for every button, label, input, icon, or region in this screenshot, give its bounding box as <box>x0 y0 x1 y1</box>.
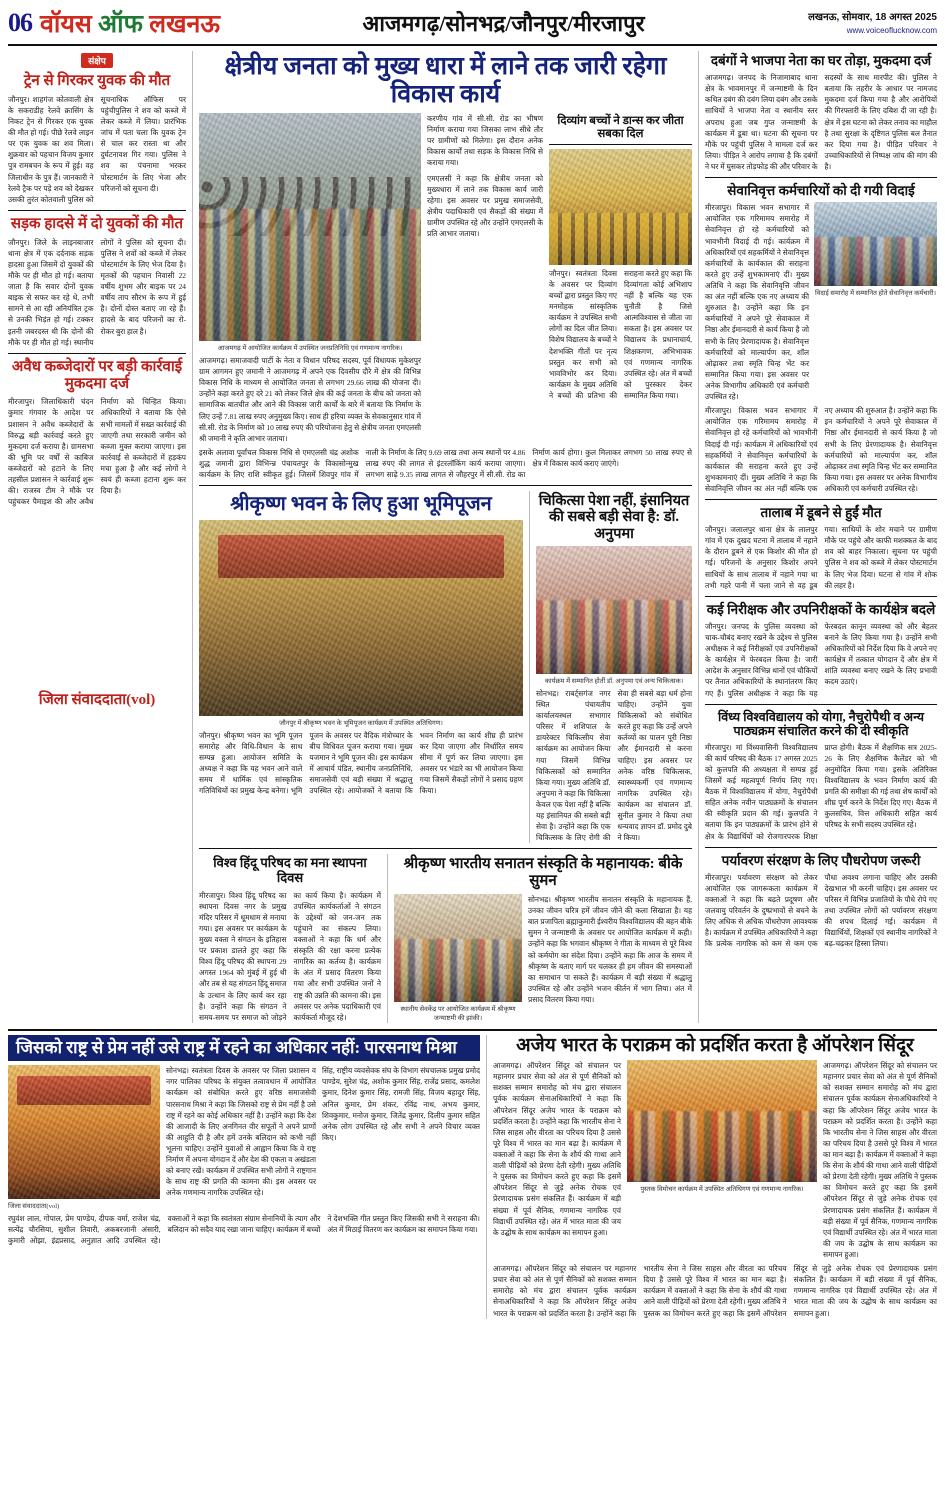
suman-headline[interactable]: श्रीकृष्ण भारतीय सनातन संस्कृति के महानायक: बीके सुमन <box>403 856 683 890</box>
side-headline-4[interactable]: कई निरीक्षक और उपनिरीक्षकों के कार्यक्षेत्र बदले <box>706 601 936 617</box>
side-headline-6[interactable]: पर्यावरण संरक्षण के लिए पौधरोपण जरूरी <box>721 852 921 868</box>
side-photo-2 <box>814 202 937 286</box>
brief-headline-3[interactable]: अवैध कब्जेदारों पर बड़ी कार्रवाई मुकदमा दर्ज <box>11 358 183 392</box>
sindoor-text-c: आजमगढ़। ऑपरेशन सिंदूर को संचालन पर महानगर प्रचार सेवा को अंत से पूर्ण सैनिकों को सशक्त सम्मान समारोह को मंच द्वारा संचालन पूर्वक कार्यक्रम सेनाअधिकारियों ने कहा कि ऑपरेशन सिंदूर अजेय भारत के पराक्रम को प्रदर्शित करता है। उन्होंने कहा कि भारतीय सेना ने जिस साहस और वीरता का परिचय दिया है उससे पूरे विश्व में भारत का मान बढ़ा है। कार्यक्रम में वक्ताओं ने कहा कि सेना के शौर्य की गाथा आने वाली पीढ़ियों को प्रेरणा देती रहेगी। मुख्य अतिथि ने पुस्तक का विमोचन करते हुए कहा कि इसमें ऑपरेशन सिंदूर से जुड़े अनेक रोचक एवं प्रेरणादायक प्रसंग संकलित हैं। कार्यक्रम में बड़ी संख्या में पूर्व सैनिक, गणमान्य नागरिक एवं विद्यार्थी उपस्थित रहे। अंत में भारत माता की जय के उद्घोष के साथ कार्यक्रम का समापन हुआ। <box>493 1264 937 1318</box>
brief-headline-1[interactable]: ट्रेन से गिरकर युवक की मौत <box>23 73 171 89</box>
page-number: 06 <box>8 8 32 37</box>
brief-text-2: जौनपुर। जिले के लाइनबाजार थाना क्षेत्र में एक दर्दनाक सड़क हादसा हुआ जिसमें दो युवकों की मौके पर ही मौत हो गई। बताया जाता है कि सवार दोनों युवक बाइक से सफर कर रहे थे, तभी सामने से आ रही अनियंत्रित ट्रक से उनकी भिड़ंत हो गई। टक्कर इतनी जबरदस्त थी कि दोनों की मौके पर ही मौत हो गई। स्थानीय लोगों ने पुलिस को सूचना दी। पुलिस ने शवों को कब्जे में लेकर पोस्टमार्टम के लिए भेज दिया है। मृतकों की पहचान निवासी 22 वर्षीय शुभम और बाइक पर 24 वर्षीय ताप सौरभ के रूप में हुई है। दोनों दोस्त बताए जा रहे हैं। हादसे के बाद परिजनों का रो-रोकर बुरा हाल है। <box>8 237 186 347</box>
side-text-2a: मीरजापुर। विकास भवन सभागार में आयोजित एक गरिमामय समारोह में सेवानिवृत्त हो रहे कर्मचारियों को भावभीनी विदाई दी गई। कार्यक्रम में अधिकारियों एवं सहकर्मियों ने सेवानिवृत्त कर्मचारियों के कार्यकाल की सराहना करते हुए उन्हें शुभकामनाएं दीं। मुख्य अतिथि ने कहा कि सेवानिवृत्ति जीवन का अंत नहीं बल्कि एक नए अध्याय की शुरुआत है। उन्होंने कहा कि इन कर्मचारियों ने अपने पूरे सेवाकाल में निष्ठा और ईमानदारी से कार्य किया है जो सभी के लिए प्रेरणादायक है। सेवानिवृत्त कर्मचारियों को माल्यार्पण कर, शॉल ओढ़ाकर तथा स्मृति चिन्ह भेंट कर सम्मानित किया गया। इस अवसर पर अनेक विभागीय अधिकारी एवं कर्मचारी उपस्थित रहे। <box>705 203 809 402</box>
side-headline-3[interactable]: तालाब में डूबने से हुईं मौत <box>760 505 882 521</box>
bhoomipujan-caption: जौनपुर में श्रीकृष्ण भवन के भूमिपूजन कार्यक्रम में उपस्थित अतिथिगण। <box>279 719 443 727</box>
bottom-left-caption: जिला संवाददाता(vol) <box>8 1203 60 1211</box>
lead-photo-caption: आजमगढ़ में आयोजित कार्यक्रम में उपस्थित जनप्रतिनिधि एवं गणमान्य नागरिक। <box>217 345 403 352</box>
bottom-left-text-b: सिंह, राष्ट्रीय व्यवसेवक संघ के विभाग संघचालक प्रमुख प्रमोद पाण्डेय, सुरेश चंद्र, अशोक कुमार सिंह, राजेंद्र प्रसाद, कमलेश कुमार, दिनेश कुमार सिंह, रामजी सिंह, विजय बहादुर सिंह, अनिल कुमार, प्रेम शंकर, रविंद्र नाथ, अभय कुमार, शिवकुमार, मनोज कुमार, जितेंद्र कुमार, दिलीप कुमार सहित अनेक लोग उपस्थित रहे और सभी ने अपने विचार व्यक्त किए। <box>322 1066 480 1142</box>
lead-text-2: करणीय गांव में सी.सी. रोड का भीषण निर्माण कराया गया जिसका लाभ सीधे तौर पर ग्रामीणों को मिलेगा। इस दौरान अनेक विकास कार्यों तथा सड़क के विकास निधि से कराया गया। <box>427 114 543 168</box>
sindoor-text-b: आजमगढ़। ऑपरेशन सिंदूर को संचालन पर महानगर प्रचार सेवा को अंत से पूर्ण सैनिकों को सशक्त सम्मान समारोह को मंच द्वारा संचालन पूर्वक कार्यक्रम सेनाअधिकारियों ने कहा कि ऑपरेशन सिंदूर अजेय भारत के पराक्रम को प्रदर्शित करता है। उन्होंने कहा कि भारतीय सेना ने जिस साहस और वीरता का परिचय दिया है उससे पूरे विश्व में भारत का मान बढ़ा है। कार्यक्रम में वक्ताओं ने कहा कि सेना के शौर्य की गाथा आने वाली पीढ़ियों को प्रेरणा देती रहेगी। मुख्य अतिथि ने पुस्तक का विमोचन करते हुए कहा कि इसमें ऑपरेशन सिंदूर से जुड़े अनेक रोचक एवं प्रेरणादायक प्रसंग संकलित हैं। कार्यक्रम में बड़ी संख्या में पूर्व सैनिक, गणमान्य नागरिक एवं विद्यार्थी उपस्थित रहे। अंत में भारत माता की जय के उद्घोष के साथ कार्यक्रम का समापन हुआ। <box>823 1061 937 1259</box>
bottom-left-story <box>8 1035 480 1319</box>
side-caption-2: विदाई समारोह में सम्मानित होते सेवानिवृत्त कर्मचारी। <box>814 290 937 298</box>
doctor-headline[interactable]: चिकित्सा पेशा नहीं, इंसानियत की सबसे बड़ी सेवा है: डॉ. अनुपमा <box>538 493 690 542</box>
bottom-left-photo <box>8 1065 160 1199</box>
lead-text-4: एमएलसी ने कहा कि क्षेत्रीय जनता को मुख्यधारा में लाने तक विकास कार्य जारी रहेगा। इस अवसर पर प्रमुख समाजसेवी, क्षेत्रीय पदाधिकारी एवं सैकड़ों की संख्या में ग्रामीण उपस्थित रहे और उन्होंने एमएलसी के प्रति आभार जताया। <box>427 173 543 239</box>
suman-photo <box>394 894 522 1002</box>
side-text-6: मीरजापुर। पर्यावरण संरक्षण को लेकर आयोजित एक जागरूकता कार्यक्रम में वक्ताओं ने कहा कि बढ़ते प्रदूषण और जलवायु परिवर्तन के दुष्प्रभावों से बचने के लिए अधिक से अधिक पौधरोपण आवश्यक है। कार्यक्रम में उपस्थित अधिकारियों ने कहा कि प्रत्येक नागरिक को कम से कम एक पौधा अवश्य लगाना चाहिए और उसकी देखभाल भी करनी चाहिए। इस अवसर पर परिसर में विभिन्न प्रजातियों के पौधे रोपे गए तथा उपस्थित लोगों को पर्यावरण संरक्षण की शपथ दिलाई गई। कार्यक्रम में विद्यार्थियों, शिक्षकों एवं स्थानीय नागरिकों ने बढ़-चढ़कर हिस्सा लिया। <box>705 872 937 949</box>
dance-text: जौनपुर। स्वतंत्रता दिवस के अवसर पर दिव्यांग बच्चों द्वारा प्रस्तुत किए गए मनमोहक सांस्कृतिक कार्यक्रम ने उपस्थित सभी लोगों का दिल जीत लिया। विशेष विद्यालय के बच्चों ने देशभक्ति गीतों पर नृत्य प्रस्तुत कर सभी को भावविभोर कर दिया। कार्यक्रम के मुख्य अतिथि ने बच्चों की प्रतिभा की सराहना करते हुए कहा कि दिव्यांगता कोई अभिशाप नहीं है बल्कि यह एक चुनौती है जिसे आत्मविश्वास से जीता जा सकता है। इस अवसर पर विद्यालय के प्रधानाचार्य, शिक्षकगण, अभिभावक एवं गणमान्य नागरिक उपस्थित रहे। अंत में बच्चों को पुरस्कार देकर सम्मानित किया गया। <box>549 268 692 400</box>
bhoomipujan-photo <box>199 520 523 716</box>
brief-kicker: संक्षेप <box>81 53 113 68</box>
paper-name: वॉयस ऑफ लखनऊ <box>40 11 221 38</box>
sindoor-photo <box>627 1060 817 1182</box>
bottom-left-headline[interactable]: जिसको राष्ट्र से प्रेम नहीं उसे राष्ट्र में रहने का अधिकार नहीं: पारसनाथ मिश्रा <box>8 1035 480 1061</box>
column-brief-lower <box>8 690 186 713</box>
side-text-3: जौनपुर। जलालपुर थाना क्षेत्र के लालपुर गांव में एक दुखद घटना में तालाब में नहाने के दौरान डूबने से एक किशोर की मौत हो गई। परिजनों के अनुसार किशोर अपने साथियों के साथ तालाब में नहाने गया था तभी गहरे पानी में चला जाने से वह डूब गया। साथियों के शोर मचाने पर ग्रामीण मौके पर पहुंचे और काफी मशक्कत के बाद शव को बाहर निकाला। सूचना पर पहुंची पुलिस ने शव को कब्जे में लेकर पोस्टमार्टम के लिए भेज दिया। घटना से गांव में शोक की लहर है। <box>705 525 937 590</box>
bottom-right-story <box>493 1035 937 1319</box>
website-url[interactable]: www.voiceoflucknow.com <box>846 25 937 35</box>
bhoomipujan-text: जौनपुर। श्रीकृष्ण भवन का भूमि पूजन समारोह और विधि-विधान के साथ सम्पन्न हुआ। आयोजन समिति के अध्यक्ष ने कहा कि यह भवन आने वाले समय में धार्मिक एवं सांस्कृतिक गतिविधियों का प्रमुख केन्द्र बनेगा। भूमि पूजन के अवसर पर वैदिक मंत्रोच्चार के बीच विधिवत पूजन कराया गया। मुख्य यजमान ने भूमि पूजन की। इस कार्यक्रम में आचार्य पंडित, स्थानीय जनप्रतिनिधि, समाजसेवी एवं बड़ी संख्या में श्रद्धालु उपस्थित रहे। आयोजकों ने बताया कि भवन निर्माण का कार्य शीघ्र ही प्रारंभ कर दिया जाएगा और निर्धारित समय सीमा में पूर्ण कर लिया जाएगा। इस अवसर पर भंडारे का भी आयोजन किया गया जिसमें सैकड़ों लोगों ने प्रसाद ग्रहण किया। <box>199 730 523 796</box>
side-text-1: आजमगढ़। जनपद के निजामाबाद थाना क्षेत्र के भावमानपुर में जन्माष्टमी के दिन कथित दबंग की दबंग लिया दबंग और उसके साथियों ने भाजपा नेता व स्थानीय स्तर अपराध हुआ जब गुप्त जन्माष्टमी के कार्यक्रम में डूबा था। घटना की सूचना पर मौके पर पहुंची पुलिस ने मामला दर्ज कर लिया। पीड़ित ने आरोप लगाया है कि दबंगों ने घर में घुसकर तोड़फोड़ की और परिवार के सदस्यों के साथ मारपीट की। पुलिस ने बताया कि तहरीर के आधार पर नामजद मुकदमा दर्ज किया गया है और आरोपियों की गिरफ्तारी के लिए दबिश दी जा रही है। क्षेत्र में इस घटना को लेकर तनाव का माहौल है तथा सुरक्षा के दृष्टिगत पुलिस बल तैनात कर दिया गया है। पीड़ित परिवार ने उच्चाधिकारियों से निष्पक्ष जांच की मांग की है। <box>705 73 937 171</box>
brief-text-3: मीरजापुर। जिलाधिकारी चंदन कुमार गंगवार के आदेश पर प्रशासन ने अवैध कब्जेदारों के विरुद्ध बड़ी कार्रवाई करते हुए मुकदमा दर्ज कराया है। ग्रामसभा की भूमि पर वर्षों से काबिज कब्जेदारों को हटाने के लिए तहसील प्रशासन ने कार्रवाई शुरू की। राजस्व टीम ने मौके पर पहुंचकर पैमाइश की और अवैध निर्माण को चिन्हित किया। अधिकारियों ने बताया कि ऐसे सभी मामलों में सख्त कार्रवाई की जाएगी तथा सरकारी जमीन को कब्जा मुक्त कराया जाएगा। इस कार्रवाई से कब्जेदारों में हड़कंप मचा हुआ है और कई लोगों ने स्वयं ही कब्जा हटाना शुरू कर दिया है। <box>8 397 186 507</box>
masthead <box>8 6 937 46</box>
vhp-headline[interactable]: विश्व हिंदू परिषद का मना स्थापना दिवस <box>213 855 367 885</box>
doctor-caption: कार्यक्रम में सम्मानित होतीं डॉ. अनुपमा एवं अन्य चिकित्सक। <box>544 677 684 685</box>
column-divider-right <box>698 51 699 1023</box>
dance-headline[interactable]: दिव्यांग बच्चों ने डान्स कर जीता सबका दिल <box>549 115 692 145</box>
publication-date: लखनऊ, सोमवार, 18 अगस्त 2025 <box>808 11 937 23</box>
side-headline-1[interactable]: दबंगों ने भाजपा नेता का घर तोड़ा, मुकदमा दर्ज <box>710 53 932 68</box>
column-divider <box>192 51 193 1023</box>
bottom-left-text-a: सोनभद्र। स्वतंत्रता दिवस के अवसर पर जिला प्रशासन व नगर पालिका परिषद के संयुक्त तत्वावधान में आयोजित कार्यक्रम को संबोधित करते हुए वरिष्ठ समाजसेवी पारसनाथ मिश्रा ने कहा कि जिसको राष्ट्र से प्रेम नहीं है उसे राष्ट्र में रहने का कोई अधिकार नहीं है। उन्होंने कहा कि देश की आजादी के लिए अनगिनत वीर सपूतों ने अपने प्राणों की आहुति दी है और हमें उनके बलिदान को कभी नहीं भूलना चाहिए। उन्होंने युवाओं से आह्वान किया कि वे राष्ट्र निर्माण में अपना योगदान दें और देश की एकता व अखंडता को बनाए रखें। कार्यक्रम में उपस्थित सभी लोगों ने राष्ट्रगान के साथ राष्ट्र की प्रगति की कामना की। इस अवसर पर अनेक गणमान्य नागरिक उपस्थित रहे। <box>166 1066 316 1198</box>
sindoor-headline[interactable]: अजेय भारत के पराक्रम को प्रदर्शित करता है ऑपरेशन सिंदूर <box>516 1034 914 1056</box>
edition-title: आजमगढ़/सोनभद्र/जौनपुर/मीरजापुर <box>362 11 645 36</box>
doctor-photo <box>536 546 692 674</box>
content-grid <box>8 51 937 1023</box>
doctor-text: सोनभद्र। राबर्ट्सगंज नगर स्थित पंचायतीय कार्यालयस्थल सभागार परिसर में शशिपाल के डायरेक्टर चिकित्सीय सेवा कार्यक्रम का आयोजन किया गया जिसमें विभिन्न चिकित्सकों को सम्मानित किया गया। मुख्य अतिथि डॉ. अनुपमा ने कहा कि चिकित्सा केवल एक पेशा नहीं है बल्कि यह इंसानियत की सबसे बड़ी सेवा है। उन्होंने कहा कि एक चिकित्सक के लिए रोगी की सेवा ही सबसे बड़ा धर्म होना चाहिए। उन्होंने युवा चिकित्सकों को संबोधित करते हुए कहा कि उन्हें अपने कर्तव्यों का पालन पूरी निष्ठा और ईमानदारी से करना चाहिए। इस अवसर पर अनेक वरिष्ठ चिकित्सक, स्वास्थ्यकर्मी एवं गणमान्य नागरिक उपस्थित रहे। कार्यक्रम का संचालन डॉ. सुनील कुमार ने किया तथा धन्यवाद ज्ञापन डॉ. प्रमोद दुबे ने किया। <box>536 688 692 843</box>
dance-photo <box>549 149 692 265</box>
bottom-left-text-c: रघुवंश लाल, गोपाल, प्रेम पाण्डेय, दीपक वर्मा, राजेश चंद्र, सत्येंद्र चौरसिया, सुशील तिवारी, अकबरजानी अंसारी, कुमारी ओझा, इंद्रप्रसाद, अनुज्ञात आदि उपस्थित रहे। वक्ताओं ने कहा कि स्वतंत्रता संग्राम सेनानियों के त्याग और बलिदान को सदैव याद रखा जाना चाहिए। कार्यक्रम में बच्चों ने देशभक्ति गीत प्रस्तुत किए जिसकी सभी ने सराहना की। अंत में मिठाई वितरण कर कार्यक्रम का समापन किया गया। <box>8 1214 480 1246</box>
side-text-2b: मीरजापुर। विकास भवन सभागार में आयोजित एक गरिमामय समारोह में सेवानिवृत्त हो रहे कर्मचारियों को भावभीनी विदाई दी गई। कार्यक्रम में अधिकारियों एवं सहकर्मियों ने सेवानिवृत्त कर्मचारियों के कार्यकाल की सराहना करते हुए उन्हें शुभकामनाएं दीं। मुख्य अतिथि ने कहा कि सेवानिवृत्ति जीवन का अंत नहीं बल्कि एक नए अध्याय की शुरुआत है। उन्होंने कहा कि इन कर्मचारियों ने अपने पूरे सेवाकाल में निष्ठा और ईमानदारी से कार्य किया है जो सभी के लिए प्रेरणादायक है। सेवानिवृत्त कर्मचारियों को माल्यार्पण कर, शॉल ओढ़ाकर तथा स्मृति चिन्ह भेंट कर सम्मानित किया गया। इस अवसर पर अनेक विभागीय अधिकारी एवं कर्मचारी उपस्थित रहे। <box>705 406 937 493</box>
side-headline-5[interactable]: विंध्य विश्वविद्यालय को योगा, नैचुरोपैथी व अन्य पाठ्यक्रम संचालित करने की दी स्वीकृति <box>717 709 925 738</box>
side-headline-2[interactable]: सेवानिवृत्त कर्मचारियों को दी गयी विदाई <box>727 183 915 199</box>
column-main <box>199 51 692 1023</box>
bottom-section <box>8 1035 937 1319</box>
bhoomipujan-headline[interactable]: श्रीकृष्ण भवन के लिए हुआ भूमिपूजन <box>230 493 492 516</box>
brief-headline-2[interactable]: सड़क हादसे में दो युवकों की मौत <box>10 215 184 232</box>
side-text-4: जौनपुर। जनपद के पुलिस व्यवस्था को चाक-चौबंद बनाए रखने के उद्देश्य से पुलिस अधीक्षक ने कई निरीक्षकों एवं उपनिरीक्षकों के कार्यक्षेत्र में फेरबदल किया है। जारी आदेश के अनुसार विभिन्न थानों एवं चौकियों पर तैनात अधिकारियों के स्थानांतरण किए गए हैं। पुलिस अधीक्षक ने कहा कि यह फेरबदल कानून व्यवस्था को और बेहतर बनाने के लिए किया गया है। उन्होंने सभी अधिकारियों को निर्देश दिया कि वे अपने नए कार्यक्षेत्र में तत्काल योगदान दें और क्षेत्र में शांति व्यवस्था बनाए रखने के लिए प्रभावी कदम उठाएं। <box>705 621 937 698</box>
column-side <box>705 51 937 1023</box>
column-brief <box>8 51 186 1023</box>
brief-headline-4[interactable]: जिला संवाददाता(vol) <box>38 692 156 708</box>
side-text-5: मीरजापुर। मां विंध्यवासिनी विश्वविद्यालय की कार्य परिषद की बैठक 17 अगस्त 2025 को कुलपति की अध्यक्षता में सम्पन्न हुई जिसमें कई महत्वपूर्ण निर्णय लिए गए। बैठक में विश्वविद्यालय में योगा, नैचुरोपैथी सहित अनेक नवीन पाठ्यक्रमों के संचालन की स्वीकृति प्रदान की गई। कुलपति ने बताया कि इन पाठ्यक्रमों के प्रारंभ होने से क्षेत्र के विद्यार्थियों को रोजगारपरक शिक्षा प्राप्त होगी। बैठक में शैक्षणिक सत्र 2025-26 के लिए शैक्षणिक कैलेंडर को भी अनुमोदित किया गया। इसके अतिरिक्त विश्वविद्यालय के भवन निर्माण कार्य की प्रगति की समीक्षा की गई तथा शेष कार्यों को शीघ्र पूर्ण करने के निर्देश दिए गए। बैठक में कुलसचिव, वित्त अधिकारी सहित कार्य परिषद के सभी सदस्य उपस्थित रहे। <box>705 742 937 841</box>
lead-photo <box>199 113 421 341</box>
lead-headline[interactable]: क्षेत्रीय जनता को मुख्य धारा में लाने तक जारी रहेगा विकास कार्य <box>224 53 667 108</box>
sindoor-caption: पुस्तक विमोचन कार्यक्रम में उपस्थित अतिथिगण एवं गणमान्य नागरिक। <box>640 1186 804 1194</box>
lead-text-3: इसके अलावा पूर्वांचल विकास निधि से एमएलसी चंद्र अशोक शुद्ध जमानी द्वारा विभिन्न्न पंचायतपुर के विकासोन्मुख कार्यक्रम के लिए राशि स्वीकृत हुई। जिसमें शिवपुर गांव में नाली के निर्माण के लिए 9.69 लाख तथा अन्य स्थानों पर 4.86 लाख रुपए की लागत से इंटरलॉकिंग कार्य कराया जाएगा। लगभग साढ़े 9.35 लाख लागत से जौहरपुर में सी.सी. रोड का निर्माण कार्य होगा। कुल मिलाकर लगभग 50 लाख रुपए से क्षेत्र में विकास कार्य कराए जाएंगे। <box>199 447 692 480</box>
vhp-text: मीरजापुर। विश्व हिंदू परिषद का स्थापना दिवस नगर के प्रमुख मंदिर परिसर में धूमधाम से मनाया गया। इस अवसर पर कार्यक्रम के मुख्य वक्ता ने संगठन के इतिहास पर प्रकाश डालते हुए कहा कि विश्व हिंदू परिषद की स्थापना 29 अगस्त 1964 को मुंबई में हुई थी और तब से यह संगठन हिंदू समाज के उत्थान के लिए कार्य कर रहा है। उन्होंने कहा कि संगठन ने समय-समय पर समाज को जोड़ने का कार्य किया है। कार्यक्रम में उपस्थित कार्यकर्ताओं ने संगठन के उद्देश्यों को जन-जन तक पहुंचाने का संकल्प लिया। वक्ताओं ने कहा कि धर्म और संस्कृति की रक्षा करना प्रत्येक नागरिक का कर्तव्य है। कार्यक्रम के अंत में प्रसाद वितरण किया गया और सभी उपस्थित जनों ने राष्ट्र की उन्नति की कामना की। इस अवसर पर अनेक पदाधिकारी एवं कार्यकर्ता मौजूद रहे। <box>199 890 381 1022</box>
masthead-meta <box>787 10 937 37</box>
suman-caption: स्थानीय सेवकेंद्र पर आयोजित कार्यक्रम में श्रीकृष्ण जन्माष्टमी की झांकी। <box>400 1006 516 1023</box>
lead-text-1: आजमगढ़। समाजवादी पार्टी के नेता व विधान परिषद सदस्य, पूर्व विधायक मुकेशपुर ग्राम आगमन हुए जमानी ने आजमगढ़ में अपने एक दिवसीय दौरे में क्षेत्र की विभिन्न विकास निधि के माध्यम से आयोजित जनता से लगभग 29.66 लाख की योजना दी। उन्होंने कहा करते हुए दरे 21 को लेकर जिले क्षेत्र की कई जनता के बीच को जनता को सामाजिक बातचीत और आने की विकास जारी कार्यों के बारे में बताया कि निर्माण के लिए उन्हें 7.81 लाख रुपए अनुमुख्य किए। साथ ही हरिया व्यक्त के सेवकानुसार गांव में सी.सी. रोड के निर्माण को 10 लाख रुपए की परियोजना हेतु से क्षेत्रीय जनता एमएलसी श्री जमानी ने कृति आभार जताया। <box>199 356 421 443</box>
suman-text: सोनभद्र। श्रीकृष्ण भारतीय सनातन संस्कृति के महानायक हैं, उनका जीवन चरित्र हमें जीवन जीने की कला सिखाता है। यह बात प्रजापिता ब्रह्माकुमारी ईश्वरीय विश्वविद्यालय की बहन बीके सुमन ने जन्माष्टमी के अवसर पर आयोजित कार्यक्रम में कही। उन्होंने कहा कि भगवान श्रीकृष्ण ने गीता के माध्यम से पूरे विश्व को कर्मयोग का संदेश दिया। उन्होंने कहा कि आज के समय में श्रीकृष्ण के बताए मार्ग पर चलकर ही हम जीवन की समस्याओं का समाधान पा सकते हैं। कार्यक्रम में बड़ी संख्या में श्रद्धालु उपस्थित रहे और उन्होंने भजन कीर्तन में भाग लिया। अंत में प्रसाद वितरण किया गया। <box>528 895 692 1005</box>
sindoor-text-a: आजमगढ़। ऑपरेशन सिंदूर को संचालन पर महानगर प्रचार सेवा को अंत से पूर्ण सैनिकों को सशक्त सम्मान समारोह को मंच द्वारा संचालन पूर्वक कार्यक्रम सेनाअधिकारियों ने कहा कि ऑपरेशन सिंदूर अजेय भारत के पराक्रम को प्रदर्शित करता है। उन्होंने कहा कि भारतीय सेना ने जिस साहस और वीरता का परिचय दिया है उससे पूरे विश्व में भारत का मान बढ़ा है। कार्यक्रम में वक्ताओं ने कहा कि सेना के शौर्य की गाथा आने वाली पीढ़ियों को प्रेरणा देती रहेगी। मुख्य अतिथि ने पुस्तक का विमोचन करते हुए कहा कि इसमें ऑपरेशन सिंदूर से जुड़े अनेक रोचक एवं प्रेरणादायक प्रसंग संकलित हैं। कार्यक्रम में बड़ी संख्या में पूर्व सैनिक, गणमान्य नागरिक एवं विद्यार्थी उपस्थित रहे। अंत में भारत माता की जय के उद्घोष के साथ कार्यक्रम का समापन हुआ। <box>493 1061 621 1237</box>
brief-text-1: जौनपुर। शाहगंज कोतवाली क्षेत्र के सकराडीह रेलवे क्रासिंग के निकट ट्रेन से गिरकर एक युवक की मौत हो गई। पीछे रेलवे लाइन पर एक युवक का शव मिला। शुक्रवार को पहचान विजय कुमार पुत्र रामबचन के रूप में हुई। वह जिलाधीन के पुत्र हैं। जानकारी ने रेलवे ट्रैक पर पड़े शव को देखकर उसकी तुरंत कोतवाली पुलिस को सूचनाधिक ऑफिस पर पहुंचीपुलिस ने शव को कब्जे में लेकर कब्जे में लिया। प्रारंभिक जांच में पता चला कि युवक ट्रेन से चाल कर रास्ता था और दुर्घटनावश गिर गया। पुलिस ने शव का पंचनामा भरकर पोस्टमार्टम के लिए भेजा और परिजनों को सूचना दी। <box>8 94 186 204</box>
